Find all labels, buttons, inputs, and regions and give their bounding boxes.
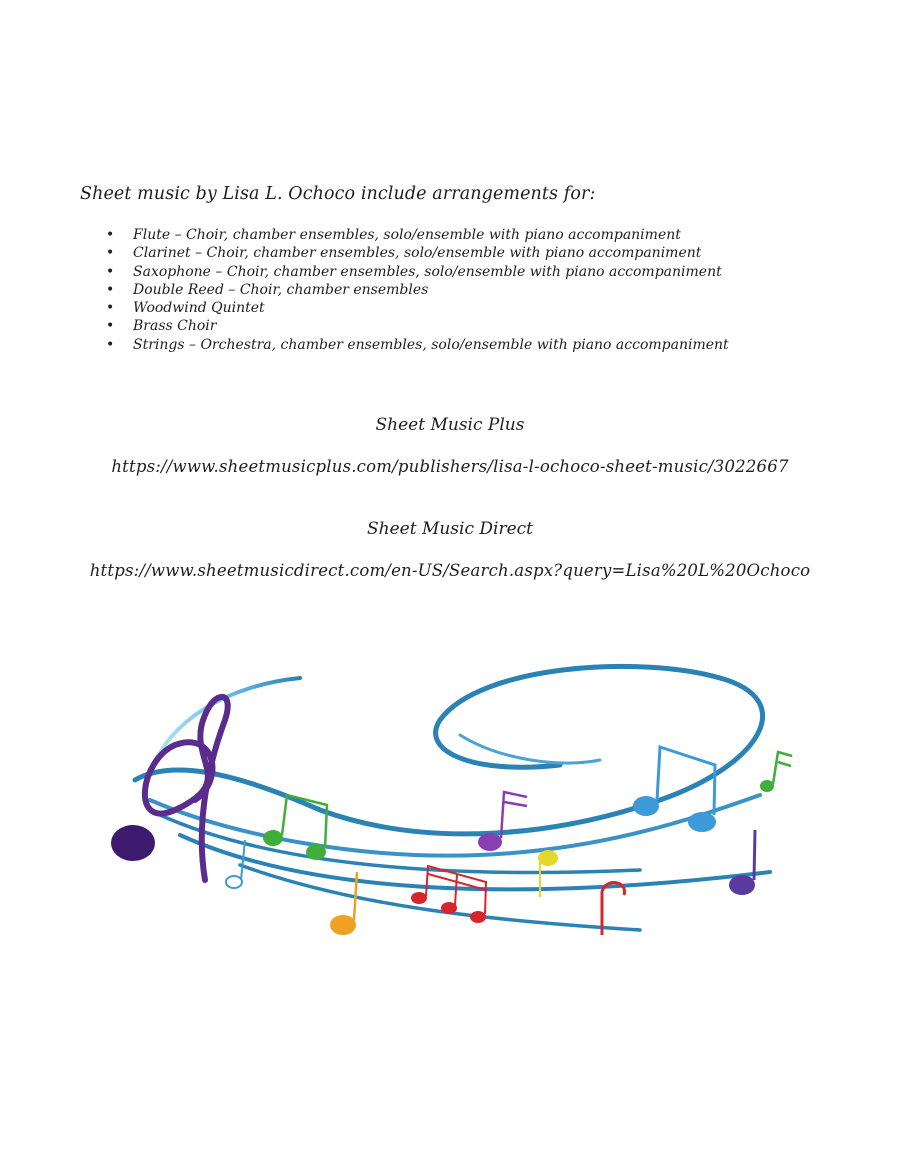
sheet-music-direct-link[interactable]: https://www.sheetmusicdirect.com/en-US/Search.aspx?query=Lisa%20L%20Ochoco [89, 561, 811, 580]
list-item: • Clarinet – Choir, chamber ensembles, solo/ensemble with piano accompaniment [133, 244, 729, 262]
list-item: • Strings – Orchestra, chamber ensembles, solo/ensemble with piano accompaniment [133, 336, 729, 354]
arrangement-list [133, 226, 729, 354]
sheet-music-direct-heading: Sheet Music Direct [367, 519, 533, 539]
list-item: • Brass Choir [133, 317, 729, 335]
red-notes [411, 866, 624, 935]
list-item: • Saxophone – Choir, chamber ensembles, solo/ensemble with piano accompaniment [133, 263, 729, 281]
list-item: • Flute – Choir, chamber ensembles, solo/ensemble with piano accompaniment [133, 226, 729, 244]
intro-text: Sheet music by Lisa L. Ochoco include arrangements for: [80, 184, 596, 204]
list-item: • Woodwind Quintet [133, 299, 729, 317]
music-notes-swirl-icon [95, 655, 805, 945]
sheet-music-plus-heading: Sheet Music Plus [375, 415, 525, 435]
list-item: • Double Reed – Choir, chamber ensembles [133, 281, 729, 299]
blue-notes [226, 747, 716, 888]
sheet-music-plus-link[interactable]: https://www.sheetmusicplus.com/publishers/lisa-l-ochoco-sheet-music/3022667 [111, 457, 789, 476]
treble-clef-icon [111, 697, 228, 880]
